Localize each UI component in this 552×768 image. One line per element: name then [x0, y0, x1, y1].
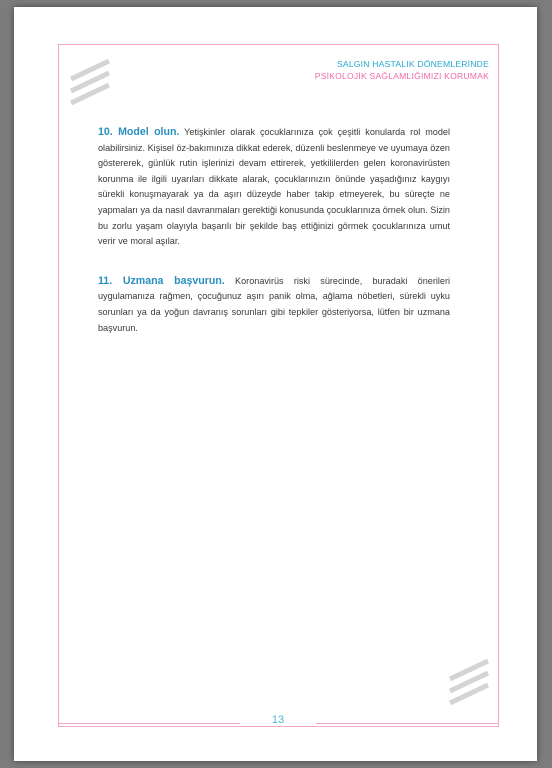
section-body: Koronavirüs riski sürecinde, buradaki önerileri uygulamanıza rağmen, çocuğunuz aşırı panik olma, ağlama nöbetleri, sürekli uyku sorunları ya da yoğun davranış sorunları gibi tepkiler gösteriyorsa, lütfen bir uzmana başvurun.	[98, 275, 450, 333]
footer-rule-left	[58, 723, 240, 724]
main-content	[98, 125, 450, 360]
section-body: Yetişkinler olarak çocuklarınıza çok çeşitli konularda rol model olabilirsiniz. Kişisel öz-bakımınıza dikkat ederek, düzenli beslenmeye ve uyumaya özen göstererek, günlük rutin işlerinizi devam ettirerek, yetkililerden gelen koronavirüsten korunma ile ilgili uyarıları dikkate alarak, çocuklarınızın önünde yaşadığınız kaygıyı sürekli konuşmayarak ya da aşırı düzeyde haber takip etmeyerek, bu süreçte ne yapmaları ya da nasıl davranmaları gerektiği konusunda çocuklarınıza örnek olun. Sizin bu zorlu yaşam olayıyla başarılı bir şekilde baş ettiğinizi görmek çocuklarınıza umut verir ve moral aşılar.	[98, 127, 450, 247]
section-model-olun	[98, 125, 450, 250]
section-heading: 10. Model olun.	[98, 126, 180, 138]
running-header	[315, 58, 489, 82]
page-footer	[58, 709, 499, 741]
decorative-stripes-top-left	[69, 59, 115, 105]
header-line-2: PSİKOLOJİK SAĞLAMLIĞIMIZI KORUMAK	[314, 71, 489, 81]
section-heading: 11. Uzmana başvurun.	[98, 274, 225, 287]
page-number: 13	[271, 714, 285, 726]
document-page	[14, 7, 537, 761]
section-uzmana-basvurun	[98, 274, 450, 336]
footer-rule-right	[316, 723, 499, 724]
header-line-1: SALGIN HASTALIK DÖNEMLERİNDE	[336, 59, 489, 69]
decorative-stripes-bottom-right	[448, 659, 494, 705]
